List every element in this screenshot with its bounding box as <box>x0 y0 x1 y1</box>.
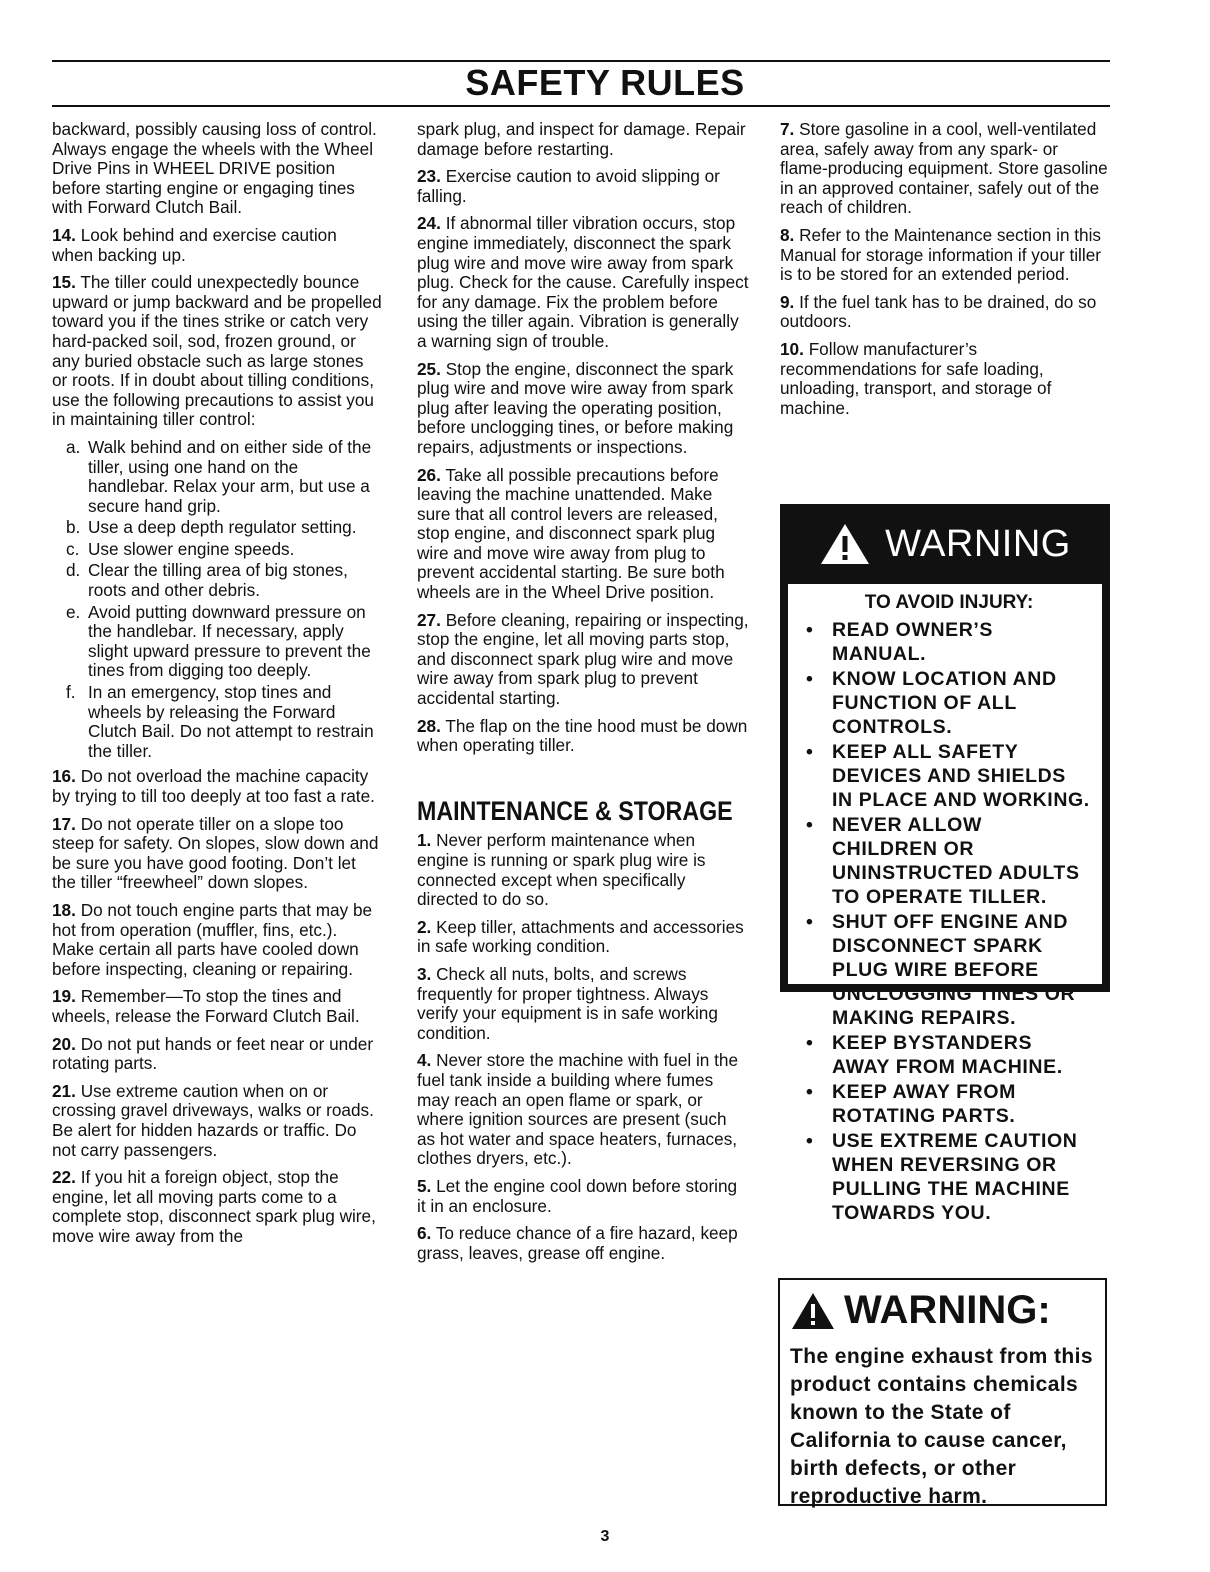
maint-5: 5. Let the engine cool down before storing it in an enclosure. <box>417 1175 738 1216</box>
maint-3: 3. Check all nuts, bolts, and screws frequently for proper tightness. Always verify your equipment is in safe working condition. <box>417 963 718 1043</box>
rule-17: 17. Do not operate tiller on a slope too steep for safety. On slopes, slow down and be sure you have good footing. Don’t let the tiller “freewheel” down slopes. <box>52 813 379 893</box>
sub-item-b: b. Use a deep depth regulator setting. <box>66 517 357 538</box>
continued-text: backward, possibly causing loss of control. Always engage the wheels with the Wheel Drive Pins in WHEEL DRIVE position before starting engine or engaging tines with Forward Clutch Bail. <box>52 119 377 218</box>
warning-item: • KEEP AWAY FROM ROTATING PARTS. <box>806 1081 1016 1127</box>
rule-16: 16. Do not overload the machine capacity by trying to till too deeply at too fast a rate. <box>52 766 375 806</box>
rule-24: 24. If abnormal tiller vibration occurs, stop engine immediately, disconnect the spark plug wire and move wire away from spark plug. Check for the cause. Carefully inspect for any damage. Fix the problem before using the tiller again. Vibration is generally a warning sign of trouble. <box>417 213 749 351</box>
maint-8: 8. Refer to the Maintenance section in this Manual for storage information if your tiller is to be stored for an extended period. <box>780 224 1102 285</box>
rule-26: 26. Take all possible precautions before leaving the machine unattended. Make sure that all control levers are released, stop engine, and disconnect spark plug wire and move wire away from plug to prevent accidental starting. Be sure both wheels are in the Wheel Drive position. <box>417 464 725 603</box>
warning-box <box>780 504 1110 1224</box>
maint-2: 2. Keep tiller, attachments and accessories in safe working condition. <box>417 916 744 957</box>
rule-19: 19. Remember—To stop the tines and wheels, release the Forward Clutch Bail. <box>52 986 360 1026</box>
sub-item-a: a. Walk behind and on either side of the tiller, using one hand on the handlebar. Relax your arm, but use a secure hand grip. <box>66 436 372 516</box>
rule-14: 14. Look behind and exercise caution when backing up. <box>52 224 337 265</box>
warning-banner <box>780 504 1110 584</box>
middle-column <box>417 120 749 1271</box>
maint-4: 4. Never store the machine with fuel in the fuel tank inside a building where fumes may reach an open flame or spark, or where ignition sources are present (such as hot water and space heaters, furnaces, clothes dryers, etc.). <box>417 1050 739 1169</box>
warning-banner-label: WARNING <box>885 522 1071 565</box>
warning-item: • NEVER ALLOW CHILDREN OR UNINSTRUCTED ADULTS TO OPERATE TILLER. <box>806 814 1080 908</box>
warning-triangle-icon <box>819 522 871 566</box>
left-column <box>52 120 382 1254</box>
maint-1: 1. Never perform maintenance when engine is running or spark plug wire is connected except when specifically directed to do so. <box>417 830 706 910</box>
warning-lead: TO AVOID INJURY: <box>864 592 1034 613</box>
warning-item: • KNOW LOCATION AND FUNCTION OF ALL CONTROLS. <box>806 668 1057 738</box>
maint-9: 9. If the fuel tank has to be drained, do so outdoors. <box>780 291 1097 332</box>
sub-item-d: d. Clear the tilling area of big stones, roots and other debris. <box>66 560 348 601</box>
prop65-body: The engine exhaust from this product contains chemicals known to the State of California to cause cancer, birth defects, or other reproductive harm. <box>790 1345 1093 1508</box>
warning-item: • USE EXTREME CAUTION WHEN REVERSING OR PULLING THE MACHINE TOWARDS YOU. <box>806 1130 1078 1224</box>
maint-6: 6. To reduce chance of a fire hazard, keep grass, leaves, grease off engine. <box>417 1223 738 1263</box>
prop65-heading: WARNING: <box>790 1288 1097 1333</box>
warning-item: • KEEP BYSTANDERS AWAY FROM MACHINE. <box>806 1032 1063 1078</box>
continued-text: spark plug, and inspect for damage. Repair damage before restarting. <box>417 119 746 159</box>
rule-27: 27. Before cleaning, repairing or inspecting, stop the engine, let all moving parts stop, and disconnect spark plug wire and move wire away from spark plug to prevent accidental starting. <box>417 609 749 709</box>
prop65-warning <box>778 1278 1107 1506</box>
warning-item: • READ OWNER’S MANUAL. <box>806 619 994 665</box>
warning-item: • SHUT OFF ENGINE AND DISCONNECT SPARK PLUG WIRE BEFORE UNCLOGGING TINES OR MAKING REPAIRS. <box>806 911 1076 1029</box>
section-heading: MAINTENANCE & STORAGE <box>417 795 733 826</box>
rule-18: 18. Do not touch engine parts that may be hot from operation (muffler, fins, etc.). Make certain all parts have cooled down before inspecting, cleaning or repairing. <box>52 899 373 979</box>
right-column <box>780 120 1108 426</box>
warning-item: • KEEP ALL SAFETY DEVICES AND SHIELDS IN PLACE AND WORKING. <box>806 741 1090 811</box>
rule-23: 23. Exercise caution to avoid slipping or falling. <box>417 166 720 206</box>
warning-content <box>788 584 1102 1224</box>
rule-20: 20. Do not put hands or feet near or under rotating parts. <box>52 1033 374 1074</box>
title-underline <box>52 105 1110 107</box>
sub-item-e: e. Avoid putting downward pressure on the handlebar. If necessary, apply slight upward pressure to prevent the tines from digging too deeply. <box>66 601 371 681</box>
rule-21: 21. Use extreme caution when on or crossing gravel driveways, walks or roads. Be alert for hidden hazards or traffic. Do not carry passengers. <box>52 1080 374 1160</box>
warning-list <box>806 618 1092 1225</box>
sub-item-c: c. Use slower engine speeds. <box>66 538 295 559</box>
maint-7: 7. Store gasoline in a cool, well-ventilated area, safely away from any spark- or flame-producing equipment. Store gasoline in an approved container, safely out of the reach of children. <box>780 119 1108 218</box>
rule-15-subitems <box>52 438 382 762</box>
rule-15: 15. The tiller could unexpectedly bounce upward or jump backward and be propelled toward you if the tines strike or catch very hard-packed soil, sod, frozen ground, or any buried obstacle such as large stones or roots. If in doubt about tilling conditions, use the following precautions to assist you in maintaining tiller control: <box>52 272 382 430</box>
page-number: 3 <box>600 1528 610 1545</box>
rule-25: 25. Stop the engine, disconnect the spark plug wire and move wire away from spark plug after leaving the operating position, before unclogging tines, or before making repairs, adjustments or inspections. <box>417 358 734 457</box>
rule-28: 28. The flap on the tine hood must be down when operating tiller. <box>417 715 748 756</box>
maint-10: 10. Follow manufacturer’s recommendations for safe loading, unloading, transport, and storage of machine. <box>780 338 1052 418</box>
rule-22: 22. If you hit a foreign object, stop the engine, let all moving parts come to a complete stop, disconnect spark plug wire, move wire away from the <box>52 1167 376 1246</box>
sub-item-f: f. In an emergency, stop tines and wheels by releasing the Forward Clutch Bail. Do not attempt to restrain the tiller. <box>66 682 374 761</box>
page-title: SAFETY RULES <box>465 62 745 103</box>
warning-triangle-icon <box>790 1291 836 1331</box>
